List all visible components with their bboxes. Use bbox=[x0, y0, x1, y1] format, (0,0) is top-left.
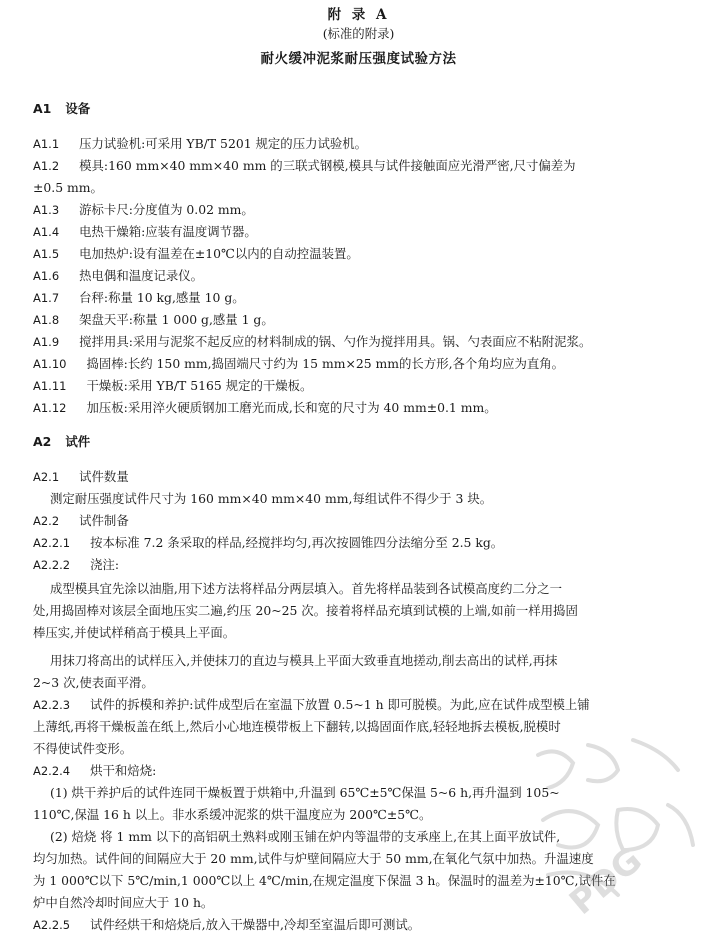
clause-text: 烘干和焙烧: bbox=[90, 763, 157, 778]
clause-line bbox=[33, 622, 693, 644]
clause-text: 炉中自然冷却时间应大于 10 h。 bbox=[33, 895, 214, 910]
clause-number: A2.2.2 bbox=[33, 558, 71, 572]
section-heading bbox=[33, 98, 693, 120]
clause-line bbox=[33, 554, 693, 576]
clause-number: A2 bbox=[33, 434, 52, 449]
clause-number: A1.5 bbox=[33, 247, 60, 261]
clause-text: 棒压实,并使试样稍高于模具上平面。 bbox=[33, 625, 236, 640]
clause-number: A1.10 bbox=[33, 357, 67, 371]
appendix-heading: 耐火缓冲泥浆耐压强度试验方法 bbox=[260, 51, 457, 67]
clause-text: 成型模具宜先涂以油脂,用下述方法将样品分两层填入。首先将样品装到各试模高度约二分之一 bbox=[50, 581, 562, 596]
clause-line bbox=[33, 265, 693, 287]
clause-line bbox=[33, 397, 693, 419]
clause-text: 游标卡尺:分度值为 0.02 mm。 bbox=[79, 202, 254, 217]
clause-line bbox=[33, 221, 693, 243]
clause-number: A2.2.5 bbox=[33, 918, 71, 932]
clause-number: A2.2.4 bbox=[33, 764, 71, 778]
clause-number: A1.7 bbox=[33, 291, 60, 305]
clause-number: A1.4 bbox=[33, 225, 60, 239]
clause-text: ±0.5 mm。 bbox=[33, 180, 103, 195]
clause-text: 处,用捣固棒对该层全面地压实二遍,约压 20~25 次。接着将样品充填到试模的上端,如前一样用捣固 bbox=[33, 603, 578, 618]
clause-number: A1.1 bbox=[33, 137, 60, 151]
watermark-text: PDG bbox=[562, 840, 650, 923]
clause-number: A1.3 bbox=[33, 203, 60, 217]
clause-line bbox=[50, 826, 710, 848]
clause-text: 2~3 次,使表面平滑。 bbox=[33, 675, 154, 690]
clause-text: 电加热炉:设有温差在±10℃以内的自动控温装置。 bbox=[79, 246, 359, 261]
clause-line bbox=[33, 694, 693, 716]
clause-number: A2.1 bbox=[33, 470, 60, 484]
clause-line bbox=[33, 177, 693, 199]
clause-line bbox=[33, 287, 693, 309]
clause-text: 测定耐压强度试件尺寸为 160 mm×40 mm×40 mm,每组试件不得少于 3 块。 bbox=[50, 491, 493, 506]
clause-line bbox=[33, 510, 693, 532]
clause-text: 110℃,保温 16 h 以上。非水系缓冲泥浆的烘干温度应为 200℃±5℃。 bbox=[33, 807, 432, 822]
clause-number: A1 bbox=[33, 101, 52, 116]
clause-text: 搅拌用具:采用与泥浆不起反应的材料制成的锅、勺作为搅拌用具。锅、勺表面应不粘附泥浆。 bbox=[79, 334, 592, 349]
clause-number: A2.2.1 bbox=[33, 536, 71, 550]
clause-line bbox=[33, 133, 693, 155]
clause-text: 试件的拆模和养护:试件成型后在室温下放置 0.5~1 h 即可脱模。为此,应在试件成型模上铺 bbox=[90, 697, 590, 712]
clause-text: 架盘天平:称量 1 000 g,感量 1 g。 bbox=[79, 312, 274, 327]
clause-text: 热电偶和温度记录仪。 bbox=[79, 268, 204, 283]
clause-line bbox=[33, 892, 693, 914]
clause-line bbox=[33, 243, 693, 265]
clause-text: 上薄纸,再将干燥板盖在纸上,然后小心地连模带板上下翻转,以捣固面作底,轻轻地拆去模板,脱模时 bbox=[33, 719, 561, 734]
clause-number: A1.2 bbox=[33, 159, 60, 173]
clause-line bbox=[33, 466, 693, 488]
clause-text: 均匀加热。试件间的间隔应大于 20 mm,试件与炉壁间隔应大于 50 mm,在氧化气氛中加热。升温速度 bbox=[33, 851, 594, 866]
clause-number: A1.8 bbox=[33, 313, 60, 327]
clause-line bbox=[33, 870, 693, 892]
clause-line bbox=[33, 375, 693, 397]
clause-text: 捣固棒:长约 150 mm,捣固端尺寸约为 15 mm×25 mm的长方形,各个角均应为直角。 bbox=[86, 356, 565, 371]
clause-number: A2.2 bbox=[33, 514, 60, 528]
clause-number: A1.9 bbox=[33, 335, 60, 349]
clause-line bbox=[33, 199, 693, 221]
clause-line bbox=[33, 331, 693, 353]
clause-text: 模具:160 mm×40 mm×40 mm 的三联式钢模,模具与试件接触面应光滑严密,尺寸偏差为 bbox=[79, 158, 576, 173]
clause-text: 试件制备 bbox=[79, 513, 129, 528]
clause-text: 干燥板:采用 YB/T 5165 规定的干燥板。 bbox=[86, 378, 313, 393]
clause-text: 压力试验机:可采用 YB/T 5201 规定的压力试验机。 bbox=[79, 136, 368, 151]
clause-text: 为 1 000℃以下 5℃/min,1 000℃以上 4℃/min,在规定温度下保温 3 h。保温时的温差为±10℃,试件在 bbox=[33, 873, 616, 888]
clause-text: 电热干燥箱:应装有温度调节器。 bbox=[79, 224, 257, 239]
clause-line bbox=[33, 848, 693, 870]
clause-line bbox=[50, 488, 710, 510]
clause-number: A2.2.3 bbox=[33, 698, 71, 712]
appendix-title: 附 录 A bbox=[327, 7, 390, 23]
clause-text: 试件数量 bbox=[79, 469, 129, 484]
clause-line bbox=[33, 600, 693, 622]
clause-line bbox=[50, 578, 710, 600]
section-heading bbox=[33, 431, 693, 453]
clause-number: A1.12 bbox=[33, 401, 67, 415]
clause-text: 加压板:采用淬火硬质钢加工磨光而成,长和宽的尺寸为 40 mm±0.1 mm。 bbox=[86, 400, 497, 415]
clause-line bbox=[33, 716, 693, 738]
clause-text: 试件经烘干和焙烧后,放入干燥器中,冷却至室温后即可测试。 bbox=[90, 917, 421, 932]
clause-line bbox=[50, 650, 710, 672]
clause-line bbox=[33, 309, 693, 331]
clause-line bbox=[33, 532, 693, 554]
clause-line bbox=[33, 804, 693, 826]
clause-line bbox=[50, 782, 710, 804]
clause-line bbox=[33, 155, 693, 177]
clause-text: 按本标准 7.2 条采取的样品,经搅拌均匀,再次按圆锥四分法缩分至 2.5 kg。 bbox=[90, 535, 504, 550]
clause-text: 试件 bbox=[65, 434, 91, 449]
appendix-subtitle: (标准的附录) bbox=[322, 26, 395, 41]
clause-text: (2) 焙烧 将 1 mm 以下的高铝矾土熟料或刚玉铺在炉内等温带的支承座上,在其上面平放试件, bbox=[50, 829, 561, 844]
clause-line bbox=[33, 760, 693, 782]
clause-number: A1.11 bbox=[33, 379, 67, 393]
clause-text: 设备 bbox=[65, 101, 91, 116]
clause-text: 用抹刀将高出的试样压入,并使抹刀的直边与模具上平面大致垂直地搓动,削去高出的试样,再抹 bbox=[50, 653, 558, 668]
clause-line bbox=[33, 738, 693, 760]
clause-number: A1.6 bbox=[33, 269, 60, 283]
clause-text: 不得使试件变形。 bbox=[33, 741, 133, 756]
clause-text: (1) 烘干养护后的试件连同干燥板置于烘箱中,升温到 65℃±5℃保温 5~6 h,再升温到 105~ bbox=[50, 785, 560, 800]
clause-text: 浇注: bbox=[90, 557, 120, 572]
clause-line bbox=[33, 353, 693, 375]
clause-line bbox=[33, 672, 693, 694]
clause-text: 台秤:称量 10 kg,感量 10 g。 bbox=[79, 290, 245, 305]
